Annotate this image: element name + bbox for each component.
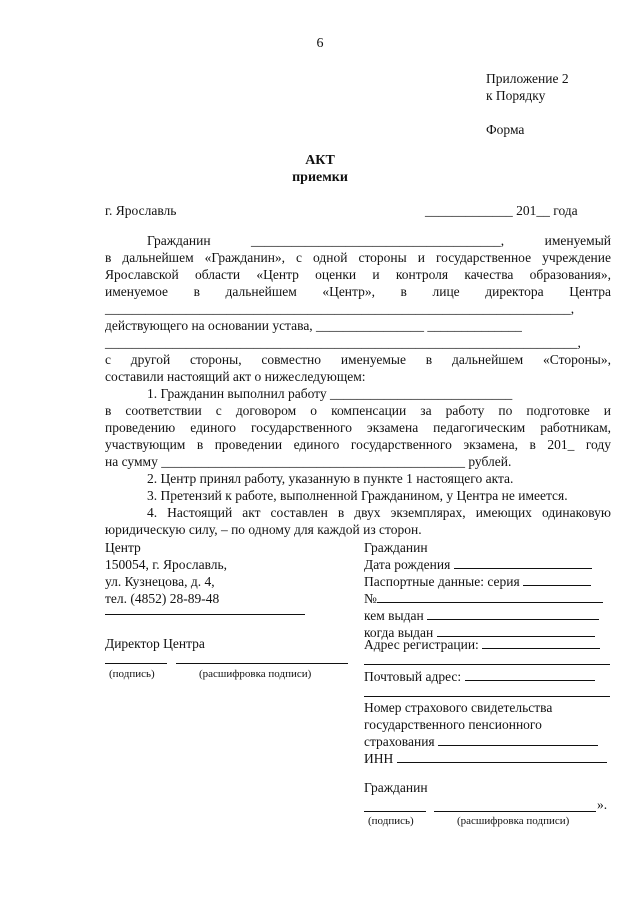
annex-line2: к Порядку	[486, 88, 546, 103]
item1-line4: участвующим в проведении единого государственного экзамена, в 201_ году	[105, 437, 611, 452]
center-address1: 150054, г. Ярославль,	[105, 557, 228, 572]
reg-address-line2[interactable]	[364, 664, 610, 665]
issued-when-row: когда выдан	[364, 624, 595, 641]
birth-field[interactable]	[454, 556, 592, 569]
citizen-sig-label: (подпись)	[368, 815, 414, 827]
insurance-line1: Номер страхового свидетельства	[364, 700, 553, 715]
insurance-line2: государственного пенсионного	[364, 717, 542, 732]
p1-line8: с другой стороны, совместно именуемые в дальнейшем «Стороны»,	[105, 352, 611, 367]
passport-row: Паспортные данные: серия	[364, 573, 591, 590]
item4-line2: юридическую силу, – по одному для каждой из сторон.	[105, 522, 422, 537]
center-sig-label: (подпись)	[109, 668, 155, 680]
center-phone: тел. (4852) 28-89-48	[105, 591, 220, 606]
post-address-line2[interactable]	[364, 696, 610, 697]
page-number: 6	[316, 36, 324, 51]
p1-line4: именуемое в дальнейшем «Центр», в лице директора Центра	[105, 284, 611, 299]
center-name: Центр	[105, 540, 141, 555]
citizen-sign-name: Гражданин	[364, 780, 428, 795]
center-decode-label: (расшифровка подписи)	[199, 668, 312, 680]
citizen-sign-line[interactable]	[364, 811, 426, 812]
issued-by-row: кем выдан	[364, 607, 599, 624]
p1-line5: _____________________________________________________________________,	[105, 301, 575, 316]
item1-line5: на сумму _____________________________________________ рублей.	[105, 454, 512, 469]
annex-line1: Приложение 2	[486, 71, 569, 86]
date-line: _____________ 201__ года	[425, 203, 578, 218]
inn-row: ИНН	[364, 750, 607, 767]
act-body	[105, 232, 611, 538]
citizen-decode-line[interactable]	[434, 811, 596, 812]
annex-form: Форма	[486, 122, 525, 137]
doc-subtitle: приемки	[292, 170, 348, 185]
item4-line1: 4. Настоящий акт составлен в двух экземплярах, имеющих одинаковую	[147, 505, 611, 520]
center-block	[105, 539, 227, 607]
item3: 3. Претензий к работе, выполненной Гражданином, у Центра не имеется.	[147, 488, 568, 503]
birth-row: Дата рождения	[364, 556, 592, 573]
insurance-field[interactable]	[438, 733, 598, 746]
item1-line2: в соответствии с договором о компенсации за работу по подготовке и	[105, 403, 611, 418]
center-rule	[105, 614, 305, 615]
director-label: Директор Центра	[105, 636, 205, 651]
reg-address-field[interactable]	[482, 636, 600, 649]
p1-line2: в дальнейшем «Гражданин», с одной стороны и государственное учреждение	[105, 250, 611, 265]
center-decode-line[interactable]	[176, 663, 348, 664]
p1-line1: Гражданин _____________________________________, именуемый	[147, 233, 612, 248]
center-address2: ул. Кузнецова, д. 4,	[105, 574, 215, 589]
p1-line7: ______________________________________________________________________,	[105, 335, 581, 350]
p1-line6: действующего на основании устава, ________________ ______________	[105, 318, 522, 333]
item1-line3: проведению единого государственного экзамена педагогическим работникам,	[105, 420, 611, 435]
citizen-sign-end: ».	[597, 797, 608, 812]
p1-line9: составили настоящий акт о нижеследующем:	[105, 369, 366, 384]
citizen-decode-label: (расшифровка подписи)	[457, 815, 570, 827]
item1-line1: 1. Гражданин выполнил работу ___________________________	[147, 386, 513, 401]
insurance-block	[364, 699, 607, 767]
annex-block	[486, 70, 569, 138]
inn-field[interactable]	[397, 750, 607, 763]
insurance-line3: страхования	[364, 733, 607, 750]
reg-address-row: Адрес регистрации:	[364, 636, 600, 653]
center-sign-line[interactable]	[105, 663, 167, 664]
number-row: №	[364, 590, 603, 607]
p1-line3: Ярославской области «Центр оценки и контроля качества образования»,	[105, 267, 611, 282]
city: г. Ярославль	[105, 203, 177, 218]
post-address-row: Почтовый адрес:	[364, 668, 595, 685]
item2: 2. Центр принял работу, указанную в пункте 1 настоящего акта.	[147, 471, 514, 486]
passport-number-field[interactable]	[377, 590, 603, 603]
post-address-field[interactable]	[465, 668, 595, 681]
doc-title: АКТ	[305, 153, 335, 168]
issued-by-field[interactable]	[427, 607, 599, 620]
citizen-name: Гражданин	[364, 540, 428, 555]
passport-series-field[interactable]	[523, 573, 591, 586]
